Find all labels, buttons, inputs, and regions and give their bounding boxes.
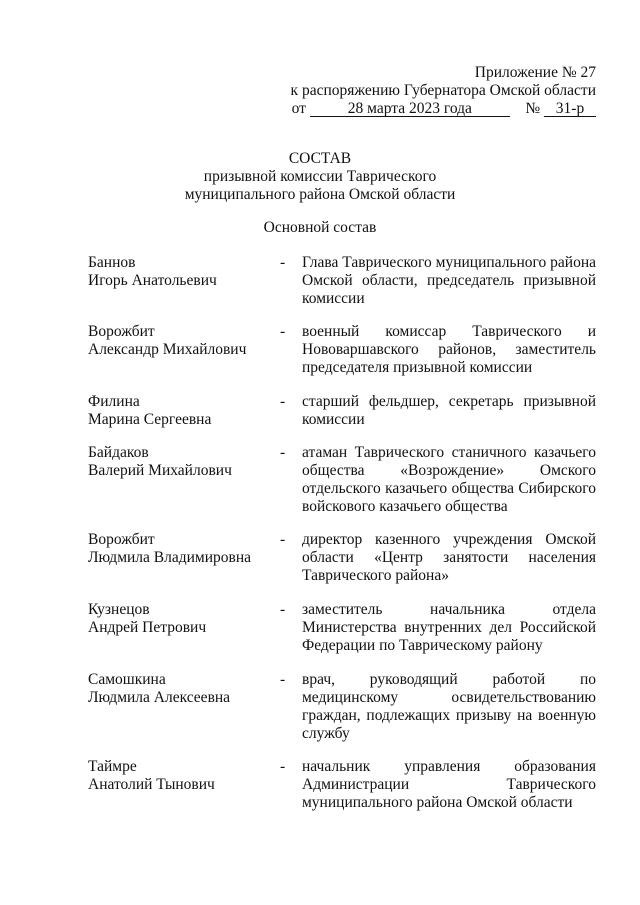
member-dash: - [280, 254, 286, 271]
member-surname: Баннов [88, 254, 136, 271]
member-dash: - [280, 601, 286, 618]
member-name [88, 601, 273, 637]
member-name [88, 671, 273, 707]
order-date: 28 марта 2023 года [310, 101, 510, 117]
title-subtitle: призывной комиссии Таврического муниципального района Омской области [184, 168, 456, 203]
annex-date-line [291, 100, 596, 118]
member-role: военный комиссар Таврического и Нововаршавского районов, заместитель председателя призывной комиссии [302, 323, 596, 376]
member-given-names: Марина Сергеевна [88, 411, 212, 428]
order-number: 31-р [544, 101, 596, 117]
member-dash: - [280, 323, 286, 340]
member-name [88, 758, 273, 794]
annex-header [291, 64, 596, 118]
number-prefix: № [525, 100, 541, 117]
member-role: Глава Таврического муниципального района Омской области, председатель призывной комиссии [302, 254, 596, 307]
annex-number: Приложение № 27 [474, 64, 596, 81]
annex-reference: к распоряжению Губернатора Омской области [290, 82, 596, 99]
member-surname: Филина [88, 393, 140, 410]
member-surname: Ворожбит [88, 531, 155, 548]
member-surname: Ворожбит [88, 323, 155, 340]
member-surname: Самошкина [88, 671, 166, 688]
member-dash: - [280, 393, 286, 410]
member-name [88, 444, 273, 480]
member-role: старший фельдшер, секретарь призывной комиссии [302, 393, 596, 428]
member-name [88, 323, 273, 359]
member-surname: Таймре [88, 758, 137, 775]
member-role: атаман Таврического станичного казачьего общества «Возрождение» Омского отдельского казачьего общества Сибирского войскового казачьего общества [302, 444, 596, 515]
member-name [88, 254, 273, 290]
member-dash: - [280, 671, 286, 688]
member-given-names: Людмила Алексеевна [88, 689, 231, 706]
section-title: Основной состав [263, 219, 377, 236]
member-role: директор казенного учреждения Омской области «Центр занятости населения Таврического района» [302, 531, 596, 584]
member-given-names: Валерий Михайлович [88, 462, 232, 479]
member-role: начальник управления образования Администрации Таврического муниципального района Омской области [302, 758, 596, 811]
member-dash: - [280, 758, 286, 775]
member-dash: - [280, 531, 286, 548]
member-dash: - [280, 444, 286, 461]
member-name [88, 531, 273, 567]
member-given-names: Людмила Владимировна [88, 549, 252, 566]
member-given-names: Андрей Петрович [88, 619, 207, 636]
document-title [0, 150, 640, 204]
member-name [88, 393, 273, 429]
member-given-names: Анатолий Тынович [88, 776, 215, 793]
member-surname: Байдаков [88, 444, 149, 461]
member-given-names: Александр Михайлович [88, 341, 247, 358]
date-prefix: от [291, 100, 306, 117]
member-given-names: Игорь Анатольевич [88, 272, 217, 289]
member-surname: Кузнецов [88, 601, 150, 618]
member-role: врач, руководящий работой по медицинскому освидетельствованию граждан, подлежащих призыву на военную службу [302, 671, 596, 742]
member-role: заместитель начальника отдела Министерства внутренних дел Российской Федерации по Таврическому району [302, 601, 596, 654]
title-heading: СОСТАВ [288, 150, 352, 167]
